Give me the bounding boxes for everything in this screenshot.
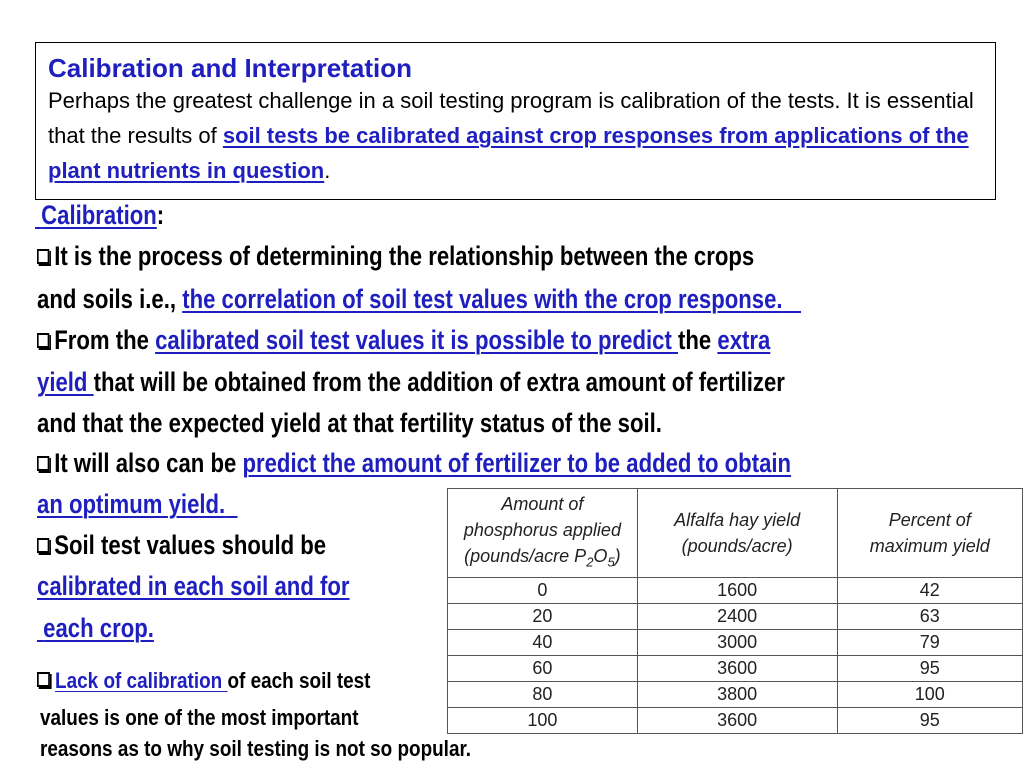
intro-link[interactable]: soil tests be calibrated against crop responses from applications of the plant nutrients in question: [48, 123, 969, 183]
bullet-5-line-1: [37, 664, 370, 698]
cell-phosphorus: 20: [448, 604, 638, 630]
header-col1-sub2: 2: [586, 554, 594, 570]
bullet-3-link-b-text: an optimum yield.: [37, 489, 226, 519]
cell-yield: 3000: [637, 630, 837, 656]
bullet-2-link-2b[interactable]: yield: [37, 367, 94, 397]
calibration-heading-line: [35, 195, 164, 236]
bullet-5-text-1: of each soil test: [227, 668, 371, 693]
intro-box: [35, 42, 996, 200]
bullet-5-line-2: [40, 701, 359, 735]
intro-title: Calibration and Interpretation: [48, 53, 413, 83]
calibration-heading-text: Calibration: [41, 200, 157, 230]
calibration-colon: :: [156, 200, 165, 230]
calibration-heading[interactable]: [35, 200, 157, 230]
header-col1-line2: phosphorus applied: [463, 519, 621, 540]
cell-percent: 63: [837, 604, 1022, 630]
header-col1-line3: [464, 545, 621, 570]
bullet-1-line-1: [37, 236, 754, 277]
bullet-1-link[interactable]: [182, 284, 801, 314]
bullet-3-link-a[interactable]: predict the amount of fertilizer to be added to obtain: [242, 448, 792, 478]
table-row: [448, 604, 1023, 630]
cell-phosphorus: 80: [448, 682, 638, 708]
bullet-2-text-2: the: [678, 325, 718, 355]
bullet-5-text-2: values is one of the most important: [40, 705, 359, 730]
header-col1-sub5: 5: [607, 554, 615, 570]
header-phosphorus-applied: [448, 489, 638, 578]
table-row: [448, 708, 1023, 734]
intro-paragraph: [48, 83, 985, 188]
bullet-4-link-b-text: each crop.: [43, 613, 154, 643]
intro-text-2: .: [324, 158, 331, 183]
cell-yield: 3800: [637, 682, 837, 708]
bullet-3-line-1: [37, 443, 791, 484]
header-alfalfa-yield: [637, 489, 837, 578]
cell-yield: 3600: [637, 656, 837, 682]
cell-phosphorus: 40: [448, 630, 638, 656]
cell-yield: 1600: [637, 578, 837, 604]
cell-phosphorus: 0: [448, 578, 638, 604]
bullet-4-line-3: [37, 608, 154, 649]
header-col3-line2: maximum yield: [869, 536, 990, 556]
phosphorus-yield-table: [447, 488, 1023, 734]
header-col1-unit: (pounds/acre P: [464, 545, 587, 566]
bullet-1-link-text: the correlation of soil test values with the crop response.: [182, 284, 783, 314]
bullet-4-link-a[interactable]: calibrated in each soil and for: [37, 571, 350, 601]
bullet-4-line-1: [37, 525, 326, 566]
cell-yield: 3600: [637, 708, 837, 734]
cell-percent: 95: [837, 656, 1022, 682]
header-col1-line1: Amount of: [501, 493, 584, 514]
cell-phosphorus: 60: [448, 656, 638, 682]
bullet-2-text-3: that will be obtained from the addition of extra amount of fertilizer: [93, 367, 785, 397]
header-col3-line1: Percent of: [888, 510, 971, 530]
bullet-2-text-1: From the: [54, 325, 156, 355]
checkbox-bullet-icon: [37, 672, 50, 687]
checkbox-bullet-icon: [37, 249, 49, 264]
bullet-3-line-2: [37, 484, 238, 525]
cell-percent: 42: [837, 578, 1022, 604]
table-row: [448, 656, 1023, 682]
bullet-5-line-3: [40, 732, 471, 766]
bullet-2-line-1: [37, 320, 770, 361]
header-col1-o: O: [593, 545, 608, 566]
header-col2-line1: Alfalfa hay yield: [674, 510, 801, 530]
bullet-3-link-b[interactable]: [37, 489, 238, 519]
bullet-5-text-3: reasons as to why soil testing is not so popular.: [40, 736, 472, 761]
bullet-2-text-4: and that the expected yield at that fertility status of the soil.: [37, 408, 662, 438]
header-col2-line2: (pounds/acre): [681, 536, 793, 556]
cell-yield: 2400: [637, 604, 837, 630]
cell-percent: 100: [837, 682, 1022, 708]
bullet-4-link-b[interactable]: [37, 613, 154, 643]
header-percent-max-yield: [837, 489, 1022, 578]
table-row: [448, 578, 1023, 604]
bullet-2-link-2a[interactable]: extra: [717, 325, 771, 355]
bullet-1-line-2: [37, 279, 801, 320]
checkbox-bullet-icon: [37, 538, 49, 553]
bullet-3-text-1: It will also can be: [54, 448, 243, 478]
table-row: [448, 630, 1023, 656]
table-header-row: [448, 489, 1023, 578]
bullet-1-text: It is the process of determining the relationship between the crops: [54, 241, 755, 271]
cell-phosphorus: 100: [448, 708, 638, 734]
cell-percent: 95: [837, 708, 1022, 734]
bullet-1-text-2: and soils i.e.,: [37, 284, 183, 314]
checkbox-bullet-icon: [37, 333, 49, 348]
bullet-5-link[interactable]: Lack of calibration: [55, 668, 228, 693]
table-row: [448, 682, 1023, 708]
header-col1-close: ): [614, 545, 621, 566]
bullet-4-line-2: [37, 566, 350, 607]
bullet-4-text-1: Soil test values should be: [54, 530, 327, 560]
cell-percent: 79: [837, 630, 1022, 656]
checkbox-bullet-icon: [37, 456, 49, 471]
bullet-2-line-3: [37, 403, 662, 444]
bullet-2-line-2: [37, 362, 785, 403]
bullet-2-link-1[interactable]: calibrated soil test values it is possible to predict: [155, 325, 679, 355]
intro-text-1: Perhaps the greatest challenge in a soil testing program is calibration of the tests. It is essential that the results of: [48, 88, 974, 148]
